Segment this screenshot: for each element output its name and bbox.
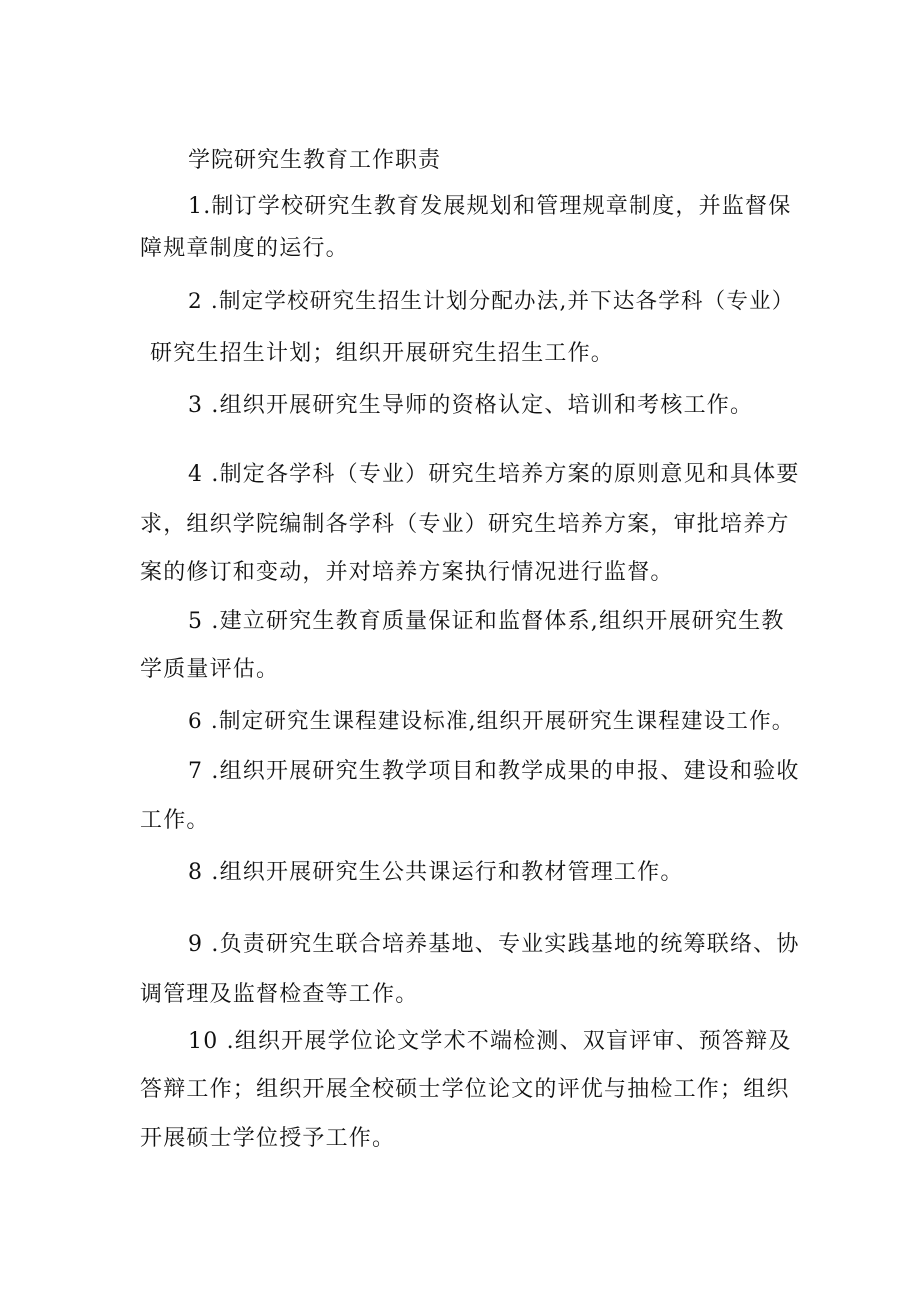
paragraph-line: 9 .负责研究生联合培养基地、专业实践基地的统筹联络、协 — [188, 932, 800, 957]
paragraph-line: 10 .组织开展学位论文学术不端检测、双盲评审、预答辩及 — [188, 1029, 792, 1054]
paragraph-line: 5 .建立研究生教育质量保证和监督体系,组织开展研究生教 — [188, 609, 785, 634]
paragraph-line: 案的修订和变动，并对培养方案执行情况进行监督。 — [140, 560, 674, 585]
paragraph-line: 6 .制定研究生课程建设标准,组织开展研究生课程建设工作。 — [188, 709, 795, 734]
paragraph-line: 2 .制定学校研究生招生计划分配办法,并下达各学科（专业） — [188, 289, 795, 314]
paragraph-line: 调管理及监督检查等工作。 — [140, 982, 419, 1007]
paragraph-line: 7 .组织开展研究生教学项目和教学成果的申报、建设和验收 — [188, 759, 800, 784]
paragraph-line: 求，组织学院编制各学科（专业）研究生培养方案，审批培养方 — [140, 512, 790, 537]
paragraph-line: 研究生招生计划；组织开展研究生招生工作。 — [150, 341, 615, 366]
paragraph-line: 3 .组织开展研究生导师的资格认定、培训和考核工作。 — [188, 393, 754, 418]
paragraph-line: 学质量评估。 — [140, 657, 280, 682]
paragraph-line: 1.制订学校研究生教育发展规划和管理规章制度，并监督保 — [188, 194, 792, 219]
document-title: 学院研究生教育工作职责 — [188, 148, 442, 173]
paragraph-line: 障规章制度的运行。 — [140, 236, 349, 261]
paragraph-line: 答辩工作；组织开展全校硕士学位论文的评优与抽检工作；组织 — [140, 1077, 790, 1102]
paragraph-line: 开展硕士学位授予工作。 — [140, 1126, 396, 1151]
paragraph-line: 8 .组织开展研究生公共课运行和教材管理工作。 — [188, 860, 684, 885]
paragraph-line: 工作。 — [140, 808, 210, 833]
paragraph-line: 4 .制定各学科（专业）研究生培养方案的原则意见和具体要 — [188, 462, 800, 487]
